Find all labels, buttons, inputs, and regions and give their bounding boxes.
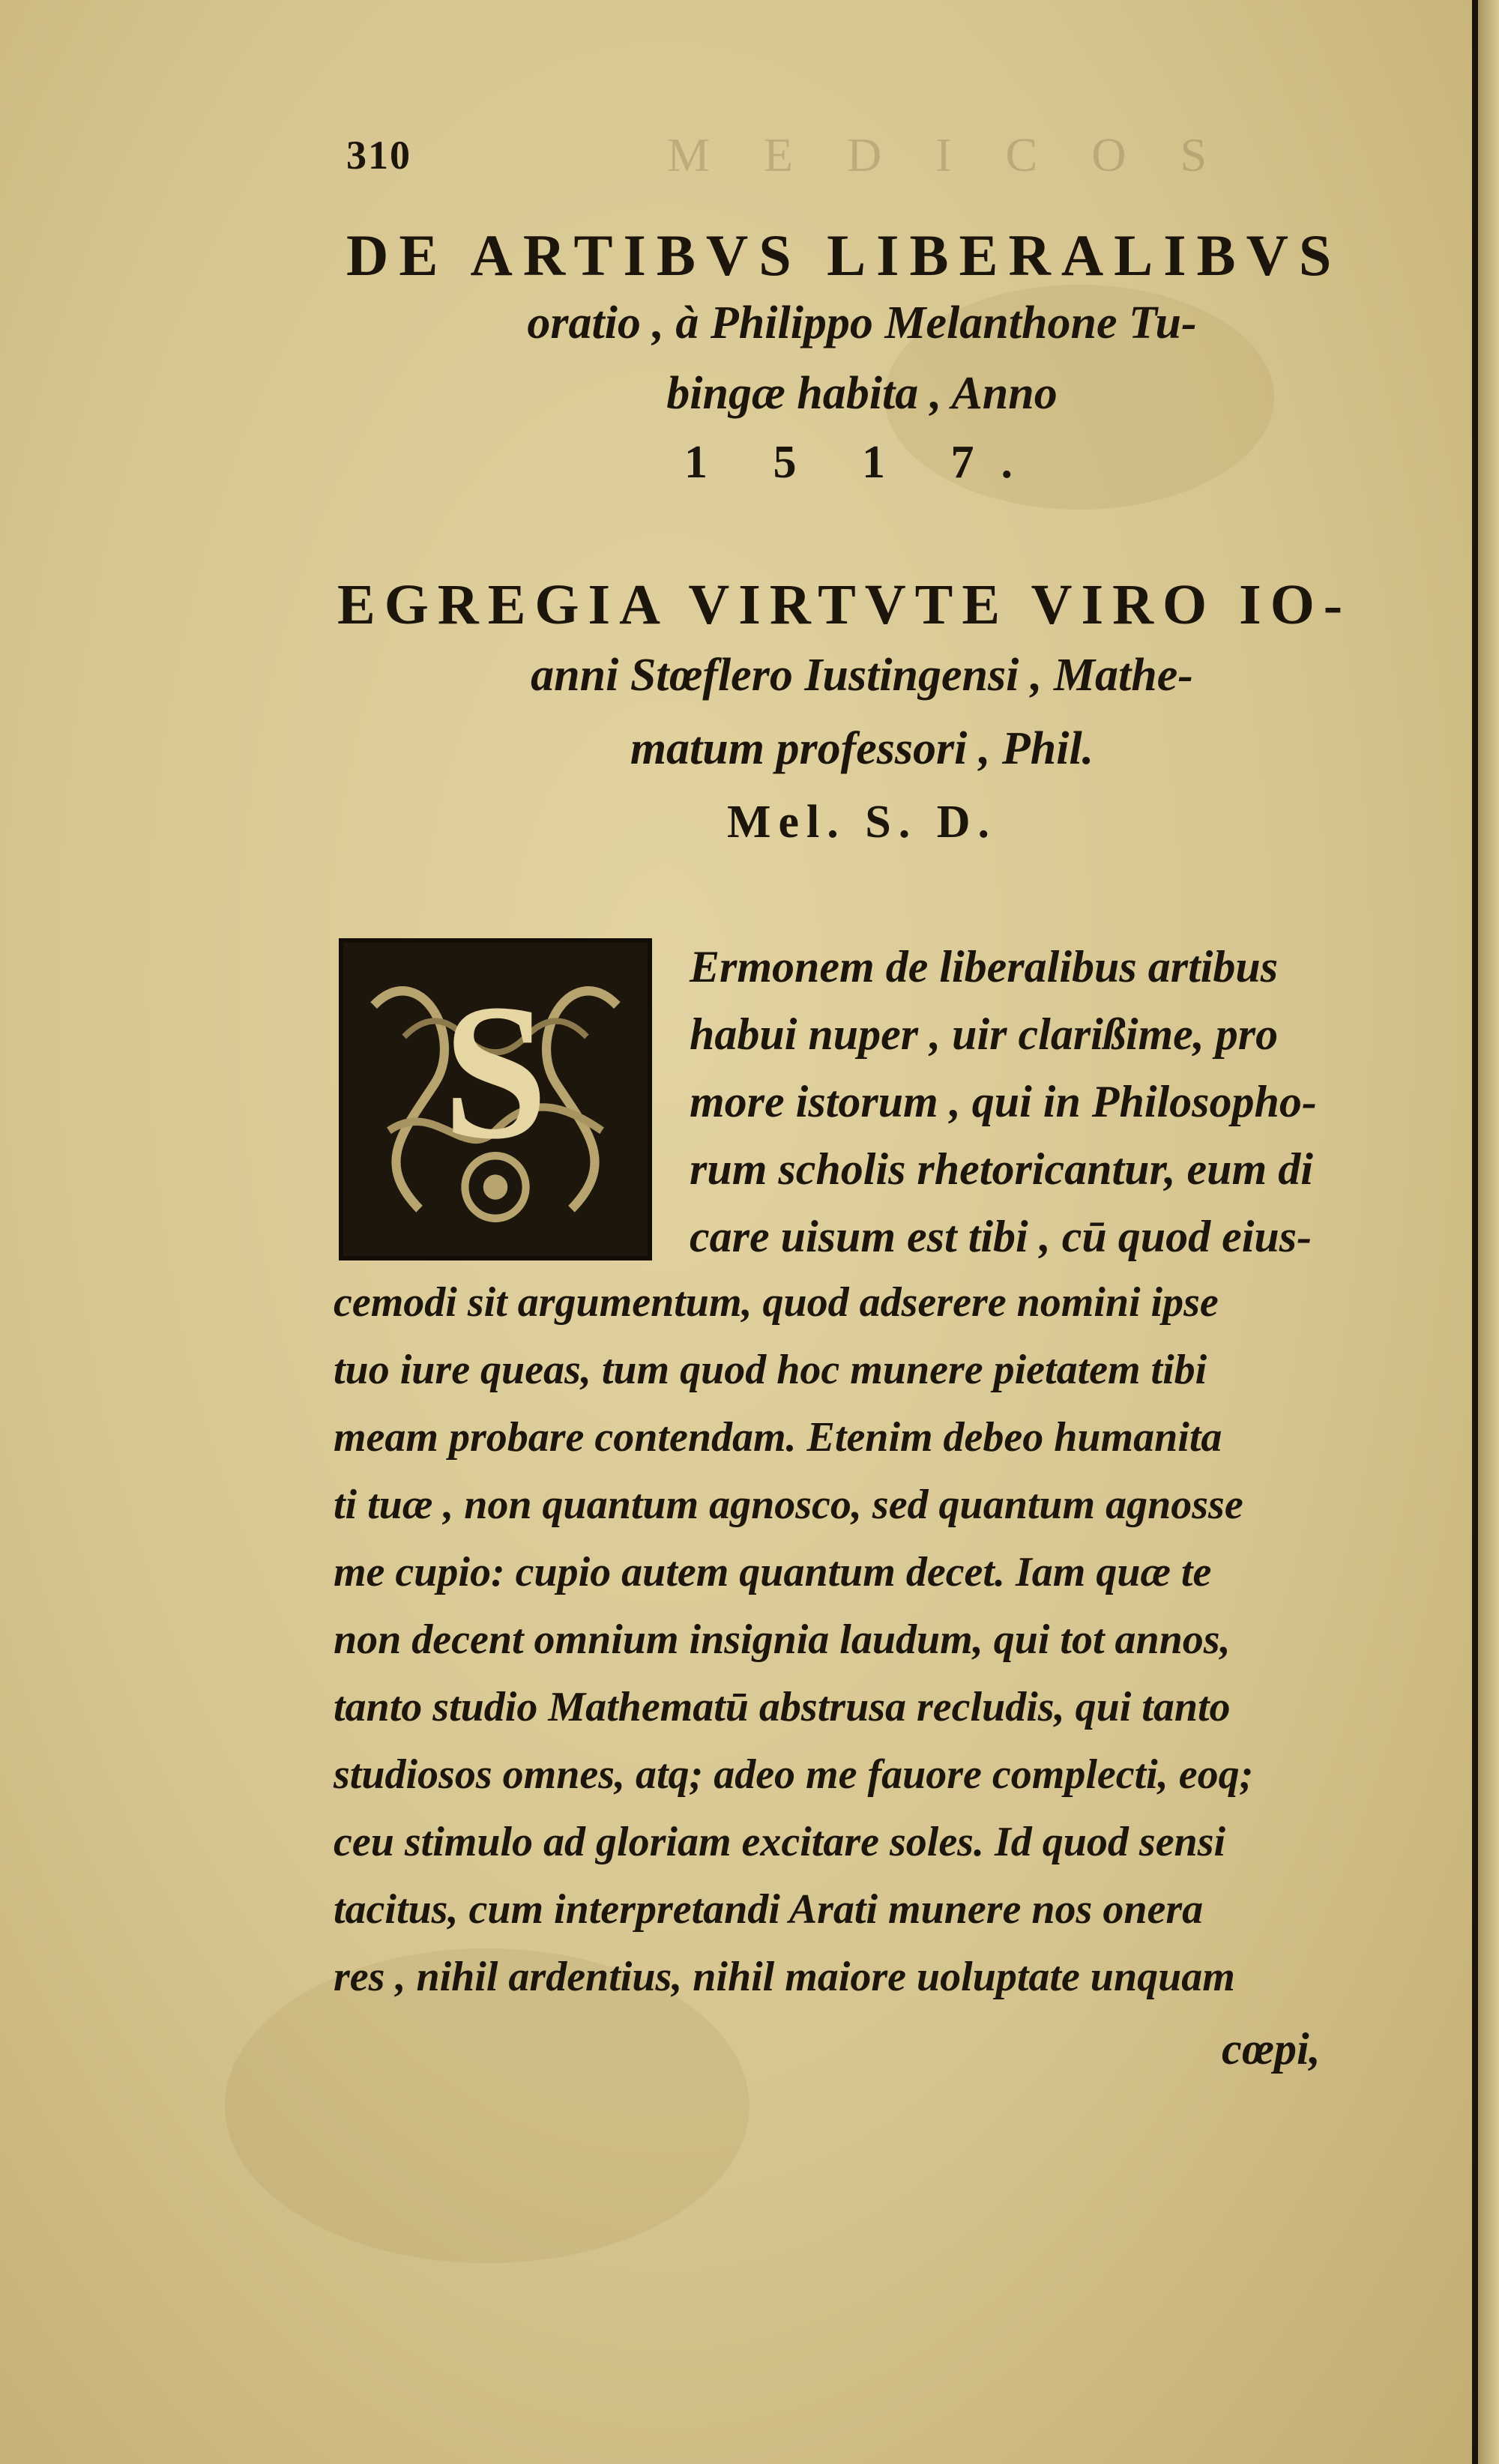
catchword: cœpi, <box>1222 2024 1321 2074</box>
body-line: meam probare contendam. Etenim debeo humanita <box>334 1414 1222 1461</box>
dedication-line: anni Stœflero Iustingensi , Mathe- <box>531 650 1193 701</box>
body-line: more istorum , qui in Philosopho- <box>690 1077 1317 1126</box>
body-line: me cupio: cupio autem quantum decet. Iam quæ te <box>334 1549 1212 1595</box>
initial-letter-glyph: S <box>443 964 548 1180</box>
body-line: ceu stimulo ad gloriam excitare soles. Id quod sensi <box>334 1819 1226 1865</box>
title-year: 1 5 1 7. <box>684 437 1040 488</box>
dedication-line: Mel. S. D. <box>726 797 998 848</box>
title-line: oratio , à Philippo Melanthone Tu- <box>527 298 1197 348</box>
dedication-heading: EGREGIA VIRTVTE VIRO IO- <box>337 573 1352 636</box>
body-line: care uisum est tibi , cū quod eius- <box>690 1212 1312 1261</box>
binding-gutter <box>1472 0 1478 2464</box>
page-edge <box>1478 0 1499 2464</box>
body-line: habui nuper , uir clarißime, pro <box>690 1009 1279 1059</box>
decorated-initial <box>339 938 652 1260</box>
body-line: Ermonem de liberalibus artibus <box>690 942 1279 991</box>
title-line: bingæ habita , Anno <box>666 368 1058 419</box>
body-line: res , nihil ardentius, nihil maiore uoluptate unquam <box>334 1954 1235 2000</box>
body-line: studiosos omnes, atq; adeo me fauore complecti, eoq; <box>334 1751 1254 1798</box>
body-line: ti tuæ , non quantum agnosco, sed quantum agnosse <box>334 1482 1243 1528</box>
body-line: tuo iure queas, tum quod hoc munere pietatem tibi <box>334 1347 1207 1393</box>
page-number: 310 <box>346 133 411 178</box>
body-line: rum scholis rhetoricantur, eum di <box>690 1144 1313 1194</box>
body-line: cemodi sit argumentum, quod adserere nomini ipse <box>334 1279 1219 1326</box>
body-line: tacitus, cum interpretandi Arati munere nos onera <box>334 1886 1204 1933</box>
page-title: DE ARTIBVS LIBERALIBVS <box>346 223 1342 288</box>
ornament-icon <box>343 943 648 1256</box>
body-line: tanto studio Mathematū abstrusa recludis, qui tanto <box>334 1684 1231 1730</box>
dedication-line: matum professori , Phil. <box>630 723 1094 774</box>
body-line: non decent omnium insignia laudum, qui tot annos, <box>334 1616 1231 1663</box>
show-through-text: M E D I C O S <box>667 128 1228 181</box>
